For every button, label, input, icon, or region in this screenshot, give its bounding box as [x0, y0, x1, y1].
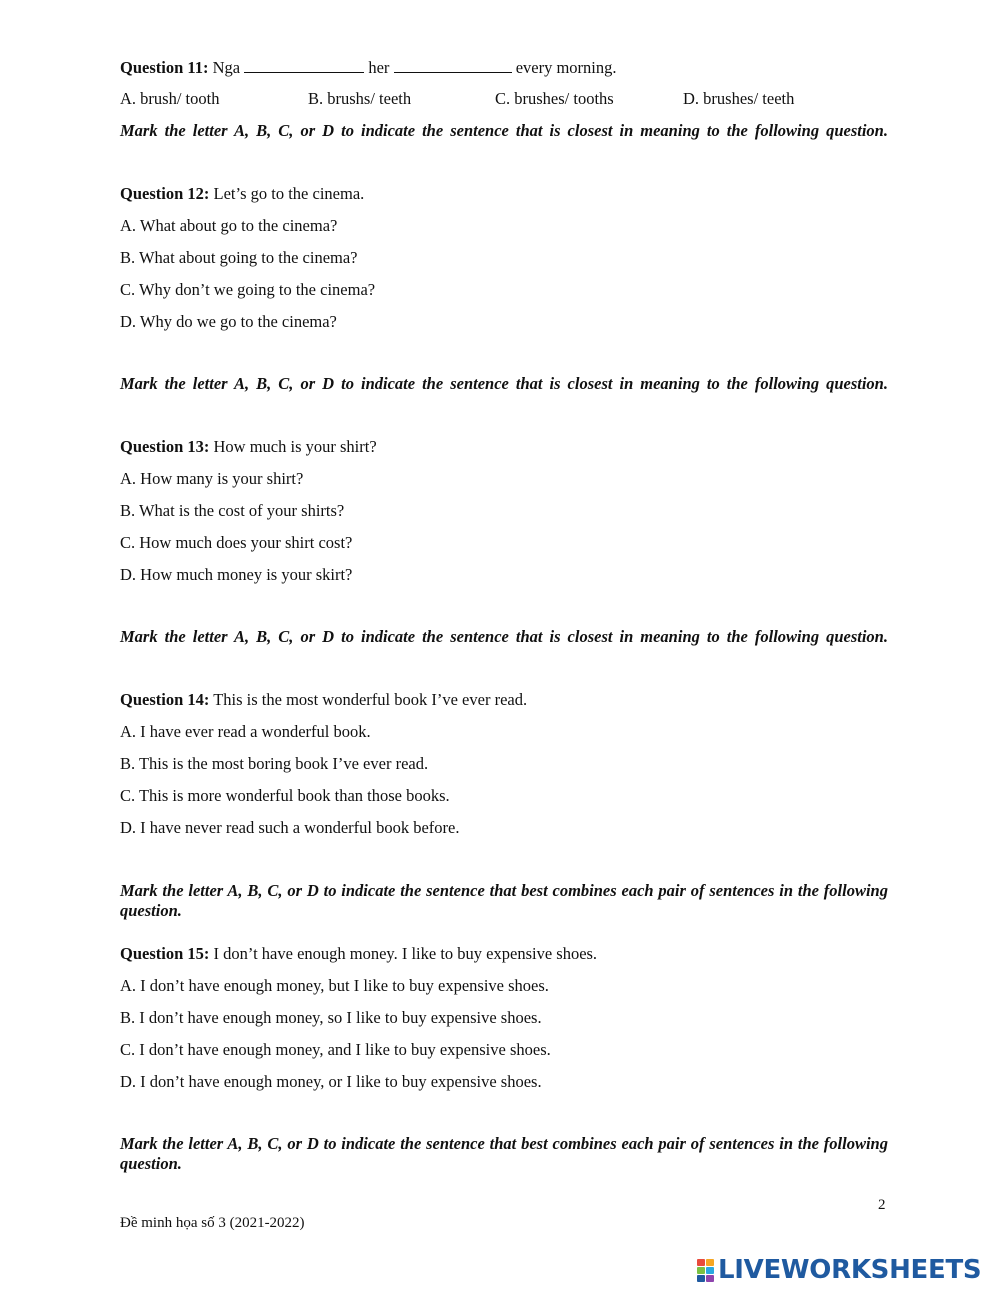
footer-text: Đề minh họa số 3 (2021-2022) [120, 1215, 305, 1231]
question-12 [120, 184, 364, 204]
logo-text: LIVEWORKSHEETS [718, 1255, 982, 1285]
instruction-closest-meaning [120, 627, 888, 647]
instruction-text: Mark the letter A, B, C, or D to indicate the sentence that is closest in meaning to the following question. [120, 121, 888, 140]
question-12-option-c: C. Why don’t we going to the cinema? [120, 280, 376, 299]
instruction-text: Mark the letter A, B, C, or D to indicate the sentence that best combines each pair of sentences in the following question. [120, 881, 888, 920]
question-14-option-b: B. This is the most boring book I’ve ever read. [120, 754, 429, 773]
question-12-option-a: A. What about go to the cinema? [120, 216, 338, 235]
question-13-label: Question 13: [120, 437, 210, 456]
question-12-text: Let’s go to the cinema. [213, 184, 365, 203]
question-15-option-b: B. I don’t have enough money, so I like to buy expensive shoes. [120, 1008, 542, 1027]
question-13-option-d: D. How much money is your skirt? [120, 565, 353, 584]
question-11-option-c: C. brushes/ tooths [495, 89, 614, 108]
instruction-closest-meaning [120, 121, 888, 141]
instruction-text: Mark the letter A, B, C, or D to indicate the sentence that is closest in meaning to the following question. [120, 627, 888, 646]
instruction-closest-meaning [120, 374, 888, 394]
question-13 [120, 437, 377, 457]
question-15-text: I don’t have enough money. I like to buy expensive shoes. [213, 944, 598, 963]
question-11-option-b: B. brushs/ teeth [308, 89, 412, 108]
instruction-text: Mark the letter A, B, C, or D to indicate the sentence that best combines each pair of sentences in the following question. [120, 1134, 888, 1173]
question-15-option-c: C. I don’t have enough money, and I like to buy expensive shoes. [120, 1040, 551, 1059]
question-13-text: How much is your shirt? [213, 437, 377, 456]
answer-blank-1[interactable] [244, 58, 364, 73]
question-13-option-c: C. How much does your shirt cost? [120, 533, 353, 552]
question-11-part-2: her [368, 58, 390, 77]
question-12-option-d: D. Why do we go to the cinema? [120, 312, 337, 331]
question-14-option-c: C. This is more wonderful book than those books. [120, 786, 450, 805]
question-11-part-3: every morning. [515, 58, 617, 77]
question-15-option-a: A. I don’t have enough money, but I like to buy expensive shoes. [120, 976, 549, 995]
question-11-label: Question 11: [120, 58, 209, 77]
question-11-option-a: A. brush/ tooth [120, 89, 220, 108]
question-11 [120, 58, 617, 78]
question-13-option-b: B. What is the cost of your shirts? [120, 501, 345, 520]
question-11-option-d: D. brushes/ teeth [683, 89, 795, 108]
question-15-option-d: D. I don’t have enough money, or I like to buy expensive shoes. [120, 1072, 542, 1091]
liveworksheets-logo-icon [697, 1259, 714, 1282]
question-14 [120, 690, 527, 710]
question-11-part-1: Nga [212, 58, 241, 77]
page-number: 2 [878, 1197, 886, 1213]
instruction-text: Mark the letter A, B, C, or D to indicate the sentence that is closest in meaning to the following question. [120, 374, 888, 393]
instruction-best-combines [120, 881, 888, 921]
question-13-option-a: A. How many is your shirt? [120, 469, 304, 488]
question-14-option-a: A. I have ever read a wonderful book. [120, 722, 371, 741]
question-14-label: Question 14: [120, 690, 210, 709]
question-12-option-b: B. What about going to the cinema? [120, 248, 358, 267]
question-14-option-d: D. I have never read such a wonderful book before. [120, 818, 460, 837]
instruction-best-combines [120, 1134, 888, 1174]
question-14-text: This is the most wonderful book I’ve ever read. [213, 690, 528, 709]
answer-blank-2[interactable] [394, 58, 512, 73]
question-15 [120, 944, 597, 964]
question-15-label: Question 15: [120, 944, 210, 963]
question-12-label: Question 12: [120, 184, 210, 203]
liveworksheets-logo [697, 1255, 981, 1285]
